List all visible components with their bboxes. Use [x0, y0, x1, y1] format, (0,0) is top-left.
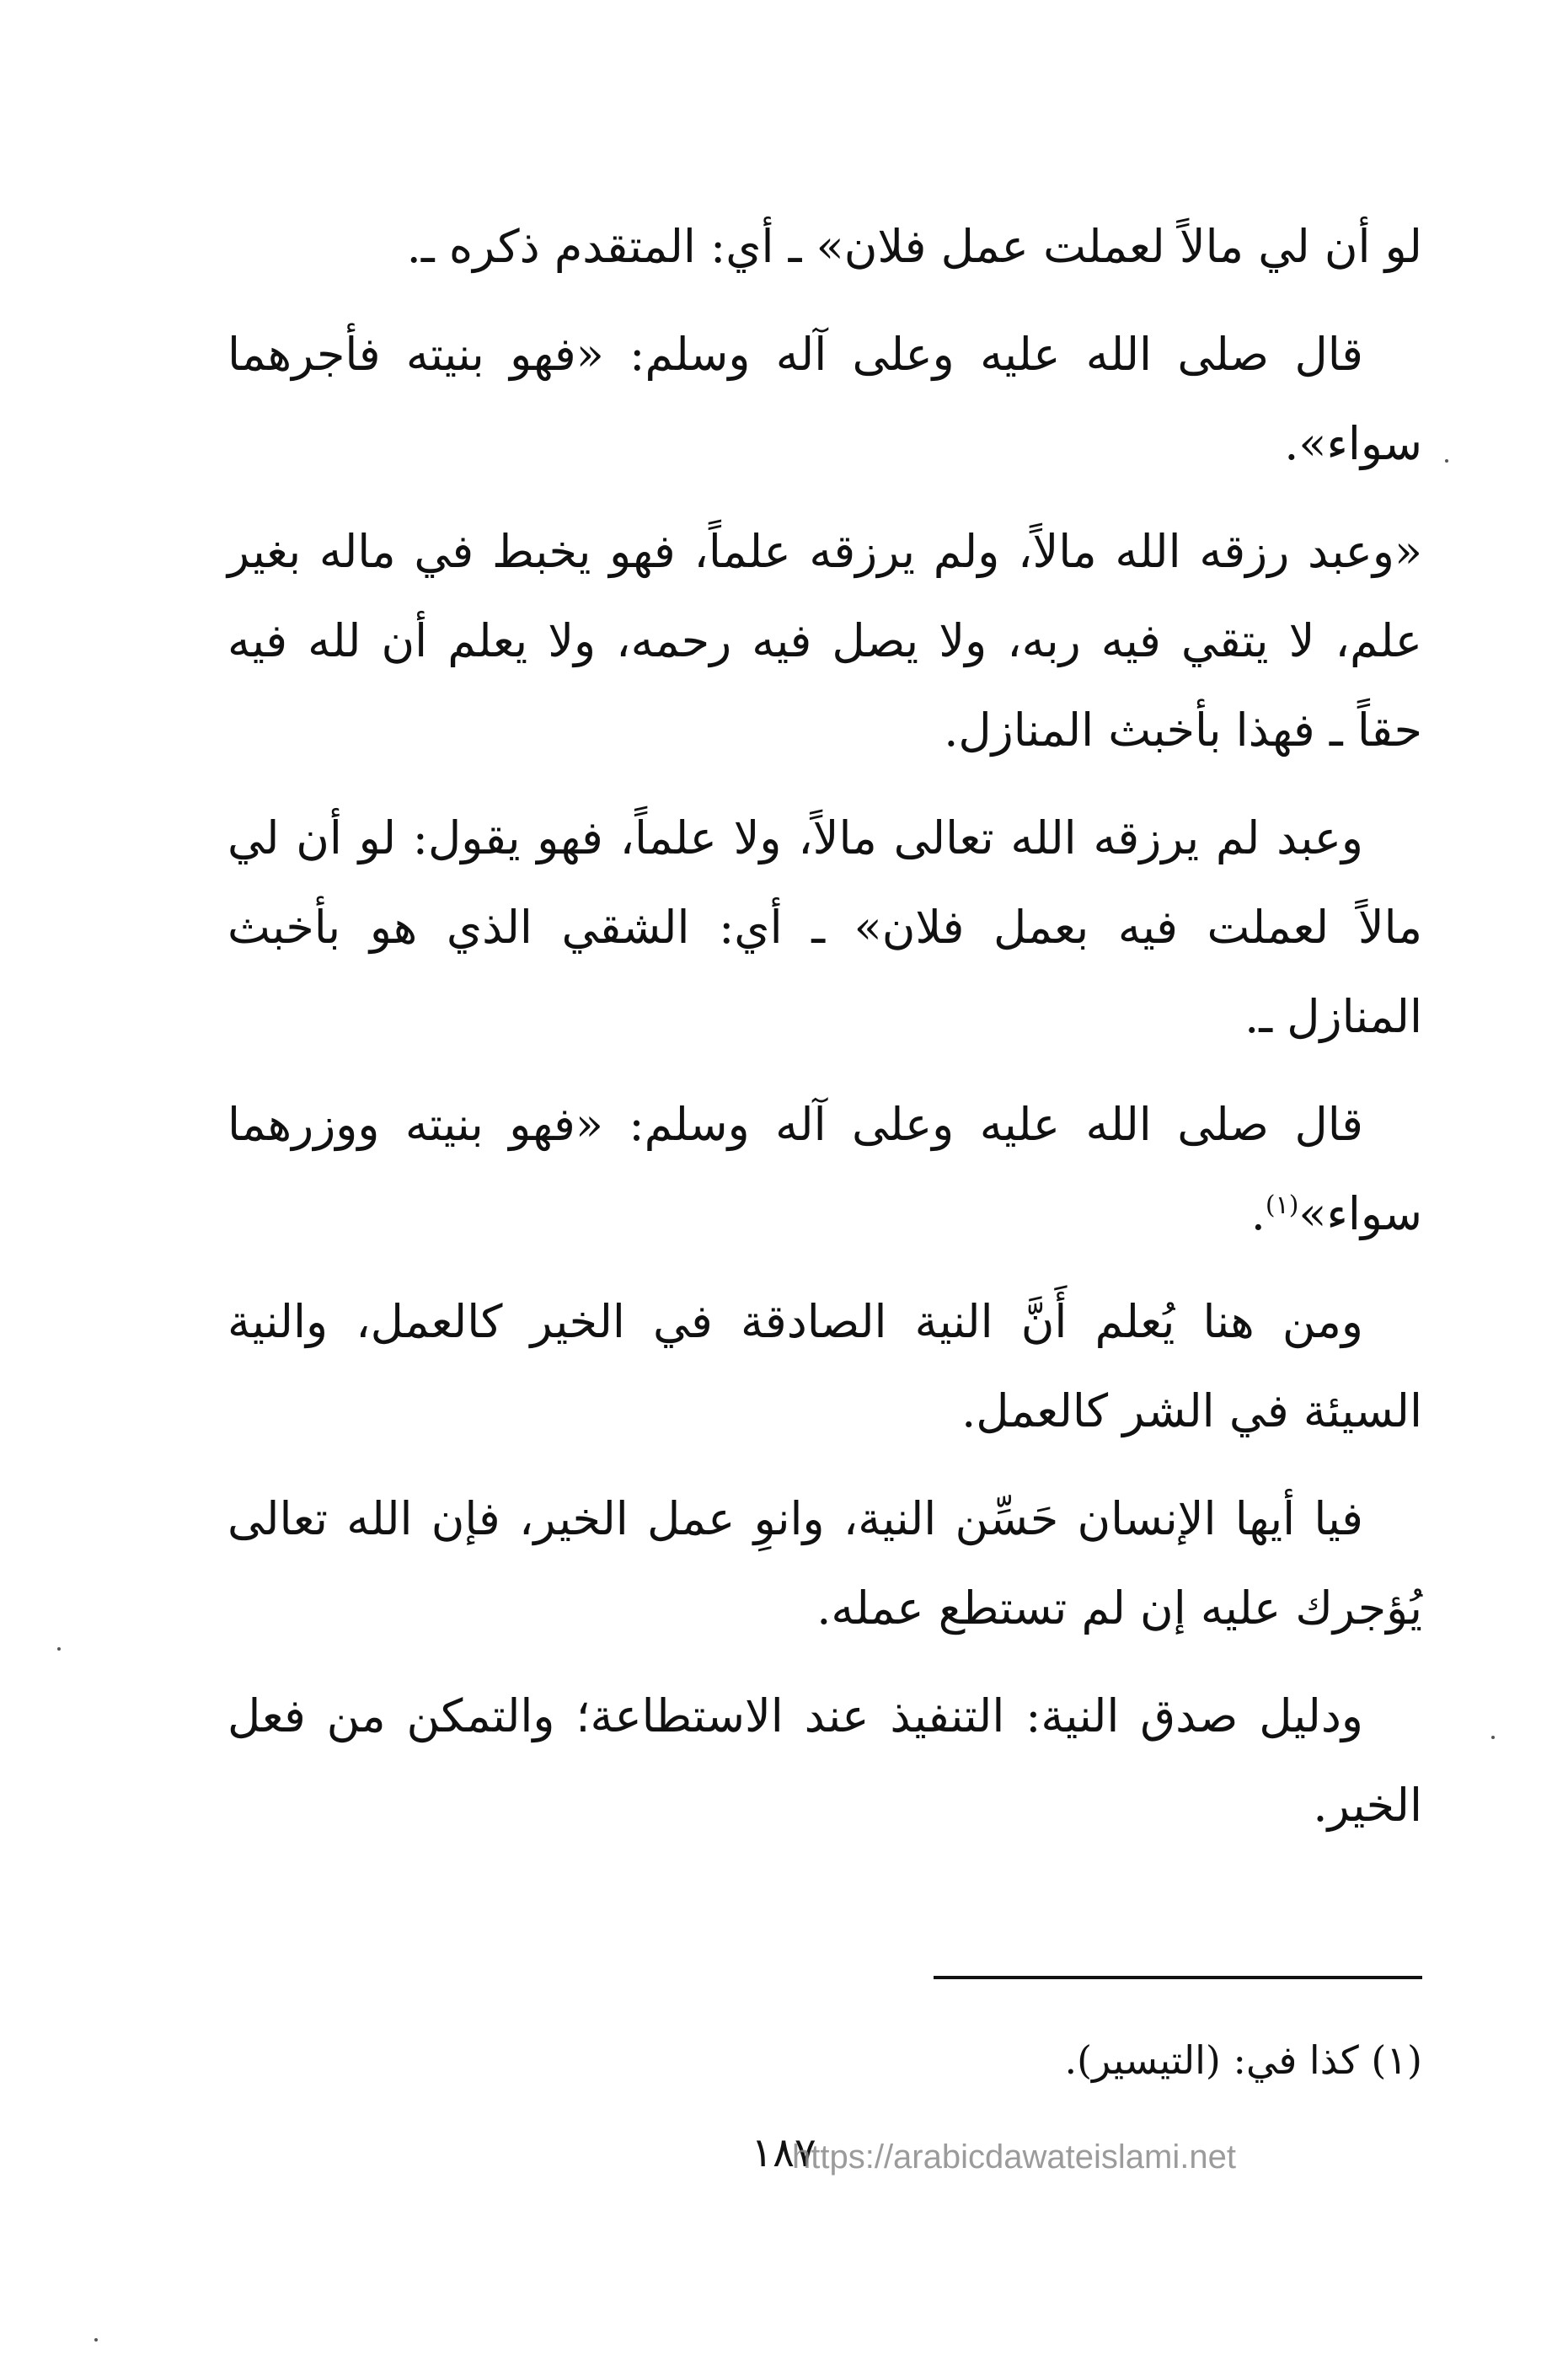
paragraph-8: ودليل صدق النية: التنفيذ عند الاستطاعة؛ والتمكن من فعل الخير. [227, 1689, 1422, 1832]
footnote: (١) كذا في: (التيسير). [1064, 2037, 1422, 2083]
paragraph-2: قال صلى الله عليه وعلى آله وسلم: «فهو بنيته فأجرهما سواء». [227, 328, 1422, 470]
paragraph-5 [227, 1080, 1422, 1259]
footnote-divider [934, 1976, 1422, 1979]
scan-speck [94, 2338, 98, 2342]
paragraph-7: فيا أيها الإنسان حَسِّن النية، وانوِ عمل الخير، فإن الله تعالى يُؤجرك عليه إن لم تستطع عمله. [227, 1492, 1422, 1635]
watermark-url: https://arabicdawateislami.net [792, 2138, 1236, 2176]
scan-speck [1491, 1736, 1495, 1739]
paragraph-4: وعبد لم يرزقه الله تعالى مالاً، ولا علماً، فهو يقول: لو أن لي مالاً لعملت فيه بعمل فلان» ـ أي: الشقي الذي هو بأخبث المنازل ـ. [227, 811, 1422, 1043]
footnote-reference: (١) [1265, 1191, 1299, 1220]
scan-speck [1445, 459, 1448, 463]
main-text [227, 202, 1422, 1869]
paragraph-5-end: . [1250, 1187, 1266, 1240]
paragraph-3: «وعبد رزقه الله مالاً، ولم يرزقه علماً، فهو يخبط في ماله بغير علم، لا يتقي فيه ربه، ولا يصل فيه رحمه، ولا يعلم أن لله فيه حقاً ـ فهذا بأخبث المنازل. [227, 525, 1422, 757]
page-number: ١٨٧ [751, 2129, 816, 2176]
paragraph-6: ومن هنا يُعلم أَنَّ النية الصادقة في الخير كالعمل، والنية السيئة في الشر كالعمل. [227, 1295, 1422, 1437]
scan-speck [57, 1647, 61, 1651]
paragraph-5-text: قال صلى الله عليه وعلى آله وسلم: «فهو بنيته ووزرهما سواء» [227, 1098, 1422, 1240]
paragraph-1: لو أن لي مالاً لعملت عمل فلان» ـ أي: المتقدم ذكره ـ. [406, 220, 1422, 273]
